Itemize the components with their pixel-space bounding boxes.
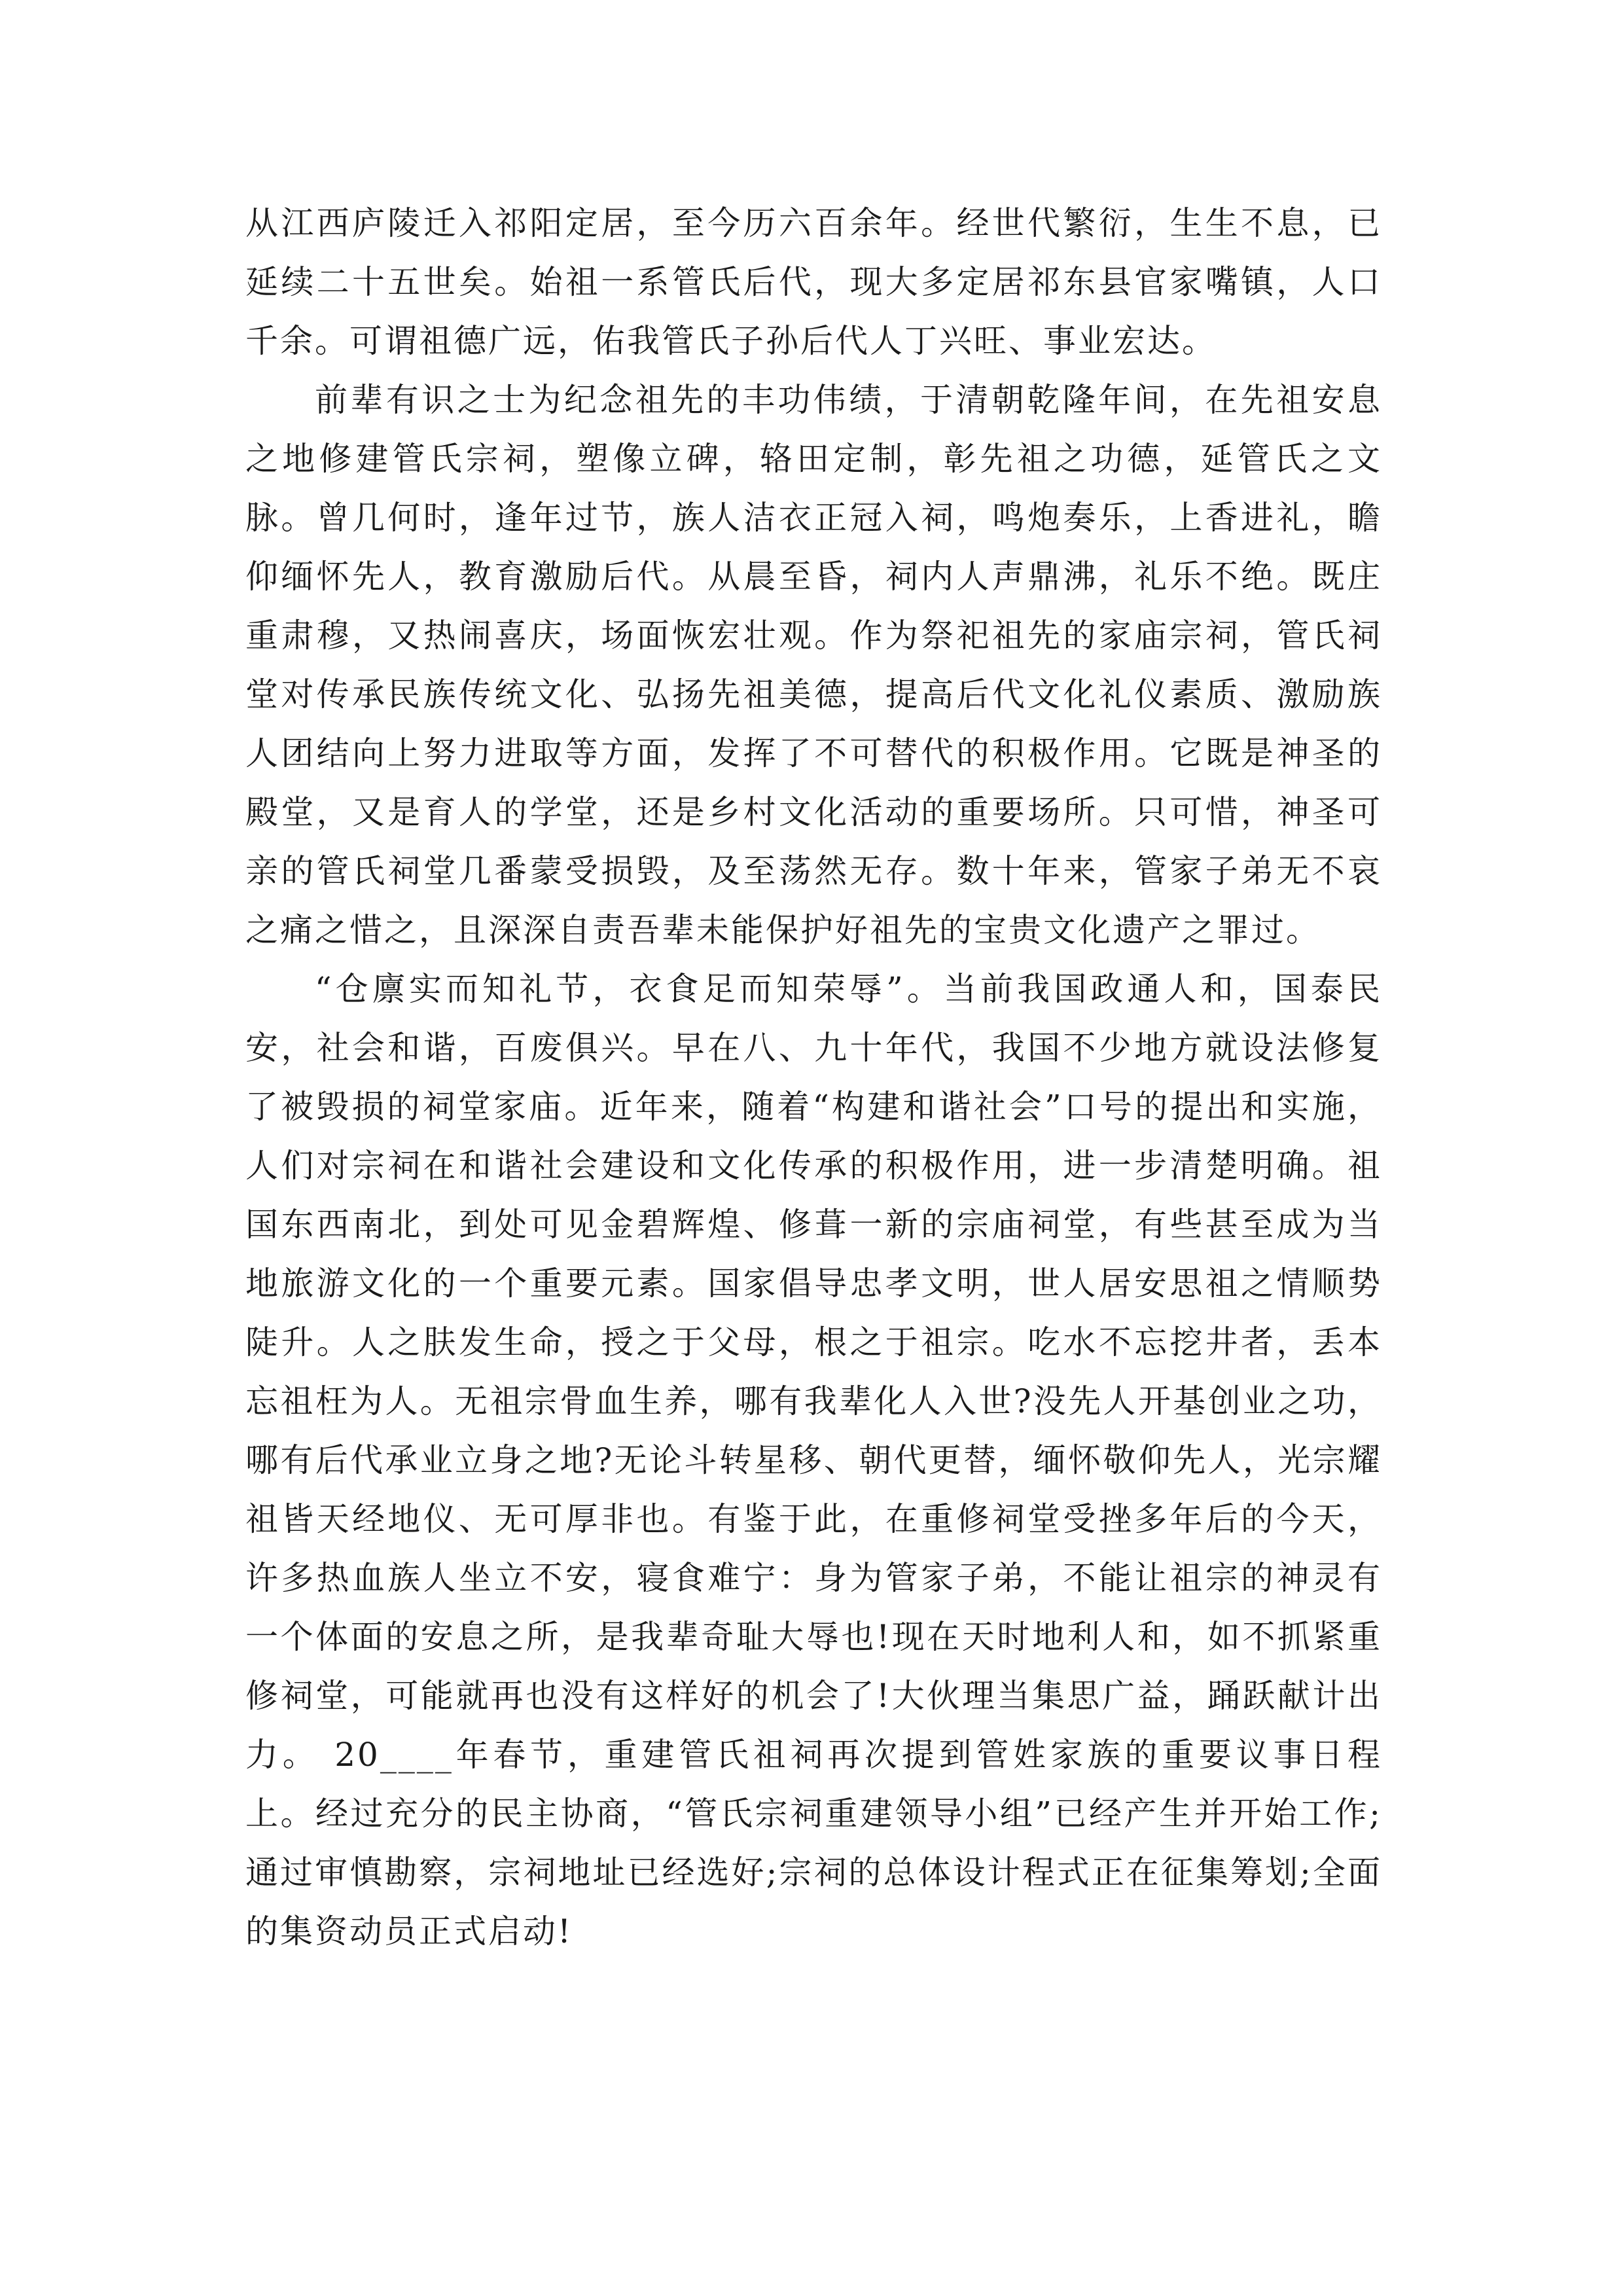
paragraph-continued: 从江西庐陵迁入祁阳定居，至今历六百余年。经世代繁衍，生生不息，已延续二十五世矣。始祖一系管氏后代，现大多定居祁东县官家嘴镇，人口千余。可谓祖德广远，佑我管氏子孙后代人丁兴旺、事业宏达。 — [245, 204, 1382, 360]
paragraph-rebuild-call: “仓廪实而知礼节，衣食足而知荣辱”。当前我国政通人和，国泰民安，社会和谐，百废俱兴。早在八、九十年代，我国不少地方就设法修复了被毁损的祠堂家庙。近年来，随着“构建和谐社会”口号的提出和实施，人们对宗祠在和谐社会建设和文化传承的积极作用，进一步清楚明确。祖国东西南北，到处可见金碧辉煌、修葺一新的宗庙祠堂，有些甚至成为当地旅游文化的一个重要元素。国家倡导忠孝文明，世人居安思祖之情顺势陡升。人之肤发生命，授之于父母，根之于祖宗。吃水不忘挖井者，丢本忘祖枉为人。无祖宗骨血生养，哪有我辈化人入世?没先人开基创业之功，哪有后代承业立身之地?无论斗转星移、朝代更替，缅怀敬仰先人，光宗耀祖皆天经地仪、无可厚非也。有鉴于此，在重修祠堂受挫多年后的今天，许多热血族人坐立不安，寝食难宁：身为管家子弟，不能让祖宗的神灵有一个体面的安息之所，是我辈奇耻大辱也!现在天时地利人和，如不抓紧重修祠堂，可能就再也没有这样好的机会了!大伙理当集思广益，踊跃献计出力。 20____年春节，重建管氏祖祠再次提到管姓家族的重要议事日程上。经过充分的民主协商，“管氏宗祠重建领导小组”已经产生并开始工作;通过审慎勘察，宗祠地址已经选好;宗祠的总体设计程式正在征集筹划;全面的集资动员正式启动! — [245, 970, 1382, 1950]
body-text — [245, 194, 1382, 1961]
paragraph-ancestral-hall-history: 前辈有识之士为纪念祖先的丰功伟绩，于清朝乾隆年间，在先祖安息之地修建管氏宗祠，塑像立碑，辂田定制，彰先祖之功德，延管氏之文脉。曾几何时，逢年过节，族人洁衣正冠入祠，鸣炮奏乐，上香进礼，瞻仰缅怀先人，教育激励后代。从晨至昏，祠内人声鼎沸，礼乐不绝。既庄重肃穆，又热闹喜庆，场面恢宏壮观。作为祭祀祖先的家庙宗祠，管氏祠堂对传承民族传统文化、弘扬先祖美德，提高后代文化礼仪素质、激励族人团结向上努力进取等方面，发挥了不可替代的积极作用。它既是神圣的殿堂，又是育人的学堂，还是乡村文化活动的重要场所。只可惜，神圣可亲的管氏祠堂几番蒙受损毁，及至荡然无存。数十年来，管家子弟无不哀之痛之惜之，且深深自责吾辈未能保护好祖先的宝贵文化遗产之罪过。 — [245, 381, 1382, 949]
